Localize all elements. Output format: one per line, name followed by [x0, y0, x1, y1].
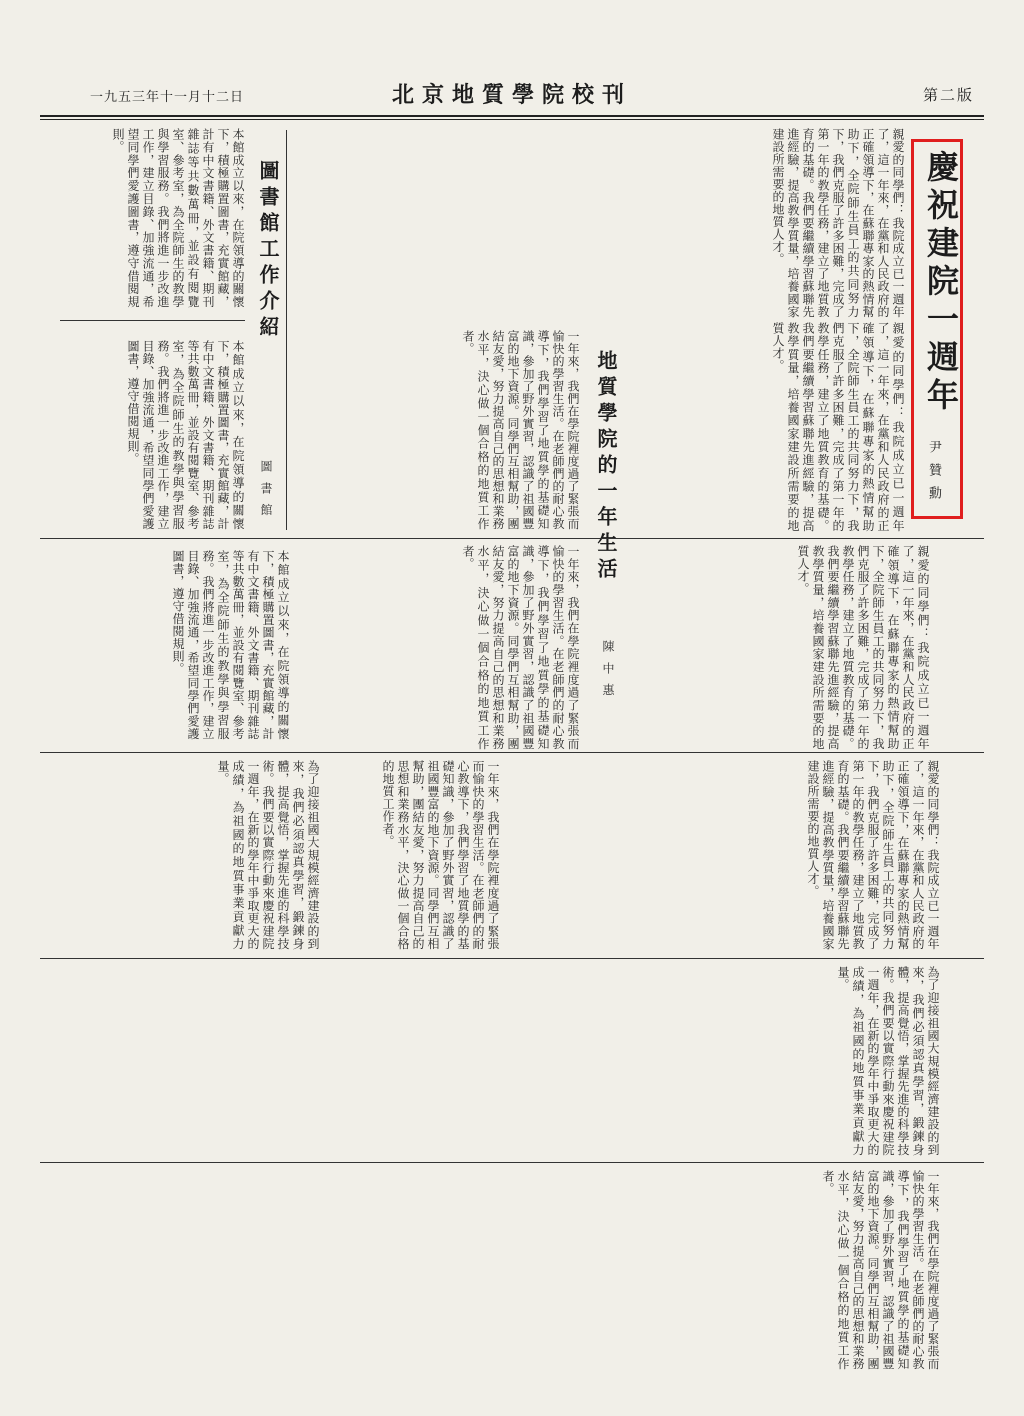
celebration-title: 慶祝建院一週年 — [922, 150, 960, 416]
newspaper-title: 北京地質學院校刊 — [391, 82, 632, 108]
celebration-body-bottom: 親愛的同學們：我院成立已一週年了，這一年來，在黨和人民政府的正確領導下，在蘇聯專家的熱情幫助下，全院師生員工的共同努力下，我們克服了許多困難，完成了第一年的教學任務，建立了地質教育的基礎。我們要繼續學習蘇聯先進經驗，提高教學質量，培養國家建設所需要的地質人才。 — [806, 760, 940, 950]
celebration-body-lower: 親愛的同學們：我院成立已一週年了，這一年來，在黨和人民政府的正確領導下，在蘇聯專家的熱情幫助下，全院師生員工的共同努力下，我們克服了許多困難，完成了第一年的教學任務，建立了地質教育的基礎。我們要繼續學習蘇聯先進經驗，提高教學質量，培養國家建設所需要的地質人才。 — [771, 322, 905, 532]
section-divider — [60, 320, 245, 321]
celebration-author: 尹 贊 勳 — [926, 440, 941, 503]
section-divider — [40, 958, 984, 959]
bottom-body-upper: 為了迎接祖國大規模經濟建設的到來，我們必須認真學習，鍛鍊身體，提高覺悟，掌握先進的科學技術。我們要以實際行動來慶祝建院一週年，在新的學年中爭取更大的成績，為祖國的地質事業貢獻力量。 — [836, 966, 940, 1156]
issue-date: 一九五三年十一月十二日 — [90, 90, 245, 105]
header-rule-thin — [40, 119, 984, 120]
bottom-body-lower: 一年來，我們在學院裡度過了緊張而愉快的學習生活。在老師們的耐心教導下，我們學習了地質學的基礎知識，參加了野外實習，認識了祖國豐富的地下資源。同學們互相幫助，團結友愛，努力提高自己的思想和業務水平，決心做一個合格的地質工作者。 — [821, 1170, 940, 1370]
column-divider — [286, 130, 287, 530]
library-title: 圖書館工作介紹 — [256, 160, 280, 342]
header-rule — [40, 115, 984, 117]
library-author: 圖 書 館 — [259, 460, 273, 519]
section-divider — [40, 1162, 984, 1163]
library-body-upper: 本館成立以來，在院領導的關懷下，積極購置圖書，充實館藏，計有中文書籍、外文書籍、期刊雜誌等共數萬冊，並設有閱覽室、參考室，為全院師生的教學與學習服務。我們將進一步改進工作，建立目錄、加強流通，希望同學們愛護圖書，遵守借閱規則。 — [111, 128, 245, 308]
studentlife-title: 地質學院的一年生活 — [594, 350, 618, 584]
page-number: 第二版 — [922, 86, 974, 104]
column1-body: 為了迎接祖國大規模經濟建設的到來，我們必須認真學習，鍛鍊身體，提高覺悟，掌握先進的科學技術。我們要以實際行動來慶祝建院一週年，在新的學年中爭取更大的成績，為祖國的地質事業貢獻力量。 — [216, 760, 320, 950]
masthead — [40, 78, 984, 112]
library-body-lower: 本館成立以來，在院領導的關懷下，積極購置圖書，充實館藏，計有中文書籍、外文書籍、期刊雜誌等共數萬冊，並設有閱覽室、參考室，為全院師生的教學與學習服務。我們將進一步改進工作，建立目錄、加強流通，希望同學們愛護圖書，遵守借閱規則。 — [126, 340, 245, 530]
section-divider — [40, 752, 984, 753]
studentlife-body-upper: 一年來，我們在學院裡度過了緊張而愉快的學習生活。在老師們的耐心教導下，我們學習了地質學的基礎知識，參加了野外實習，認識了祖國豐富的地下資源。同學們互相幫助，團結友愛，努力提高自己的思想和業務水平，決心做一個合格的地質工作者。 — [461, 330, 580, 530]
celebration-body-middle: 親愛的同學們：我院成立已一週年了，這一年來，在黨和人民政府的正確領導下，在蘇聯專家的熱情幫助下，全院師生員工的共同努力下，我們克服了許多困難，完成了第一年的教學任務，建立了地質教育的基礎。我們要繼續學習蘇聯先進經驗，提高教學質量，培養國家建設所需要的地質人才。 — [796, 545, 930, 750]
library-body-middle: 本館成立以來，在院領導的關懷下，積極購置圖書，充實館藏，計有中文書籍、外文書籍、期刊雜誌等共數萬冊，並設有閱覽室、參考室，為全院師生的教學與學習服務。我們將進一步改進工作，建立目錄、加強流通，希望同學們愛護圖書，遵守借閱規則。 — [171, 550, 290, 740]
studentlife-body-middle: 一年來，我們在學院裡度過了緊張而愉快的學習生活。在老師們的耐心教導下，我們學習了地質學的基礎知識，參加了野外實習，認識了祖國豐富的地下資源。同學們互相幫助，團結友愛，努力提高自己的思想和業務水平，決心做一個合格的地質工作者。 — [461, 545, 580, 750]
section-divider — [40, 538, 984, 539]
studentlife-author: 陳 中 惠 — [601, 640, 615, 699]
studentlife-body-lower: 一年來，我們在學院裡度過了緊張而愉快的學習生活。在老師們的耐心教導下，我們學習了地質學的基礎知識，參加了野外實習，認識了祖國豐富的地下資源。同學們互相幫助，團結友愛，努力提高自己的思想和業務水平，決心做一個合格的地質工作者。 — [381, 760, 500, 950]
celebration-body-upper: 親愛的同學們：我院成立已一週年了，這一年來，在黨和人民政府的正確領導下，在蘇聯專家的熱情幫助下，全院師生員工的共同努力下，我們克服了許多困難，完成了第一年的教學任務，建立了地質教育的基礎。我們要繼續學習蘇聯先進經驗，提高教學質量，培養國家建設所需要的地質人才。 — [771, 128, 905, 318]
